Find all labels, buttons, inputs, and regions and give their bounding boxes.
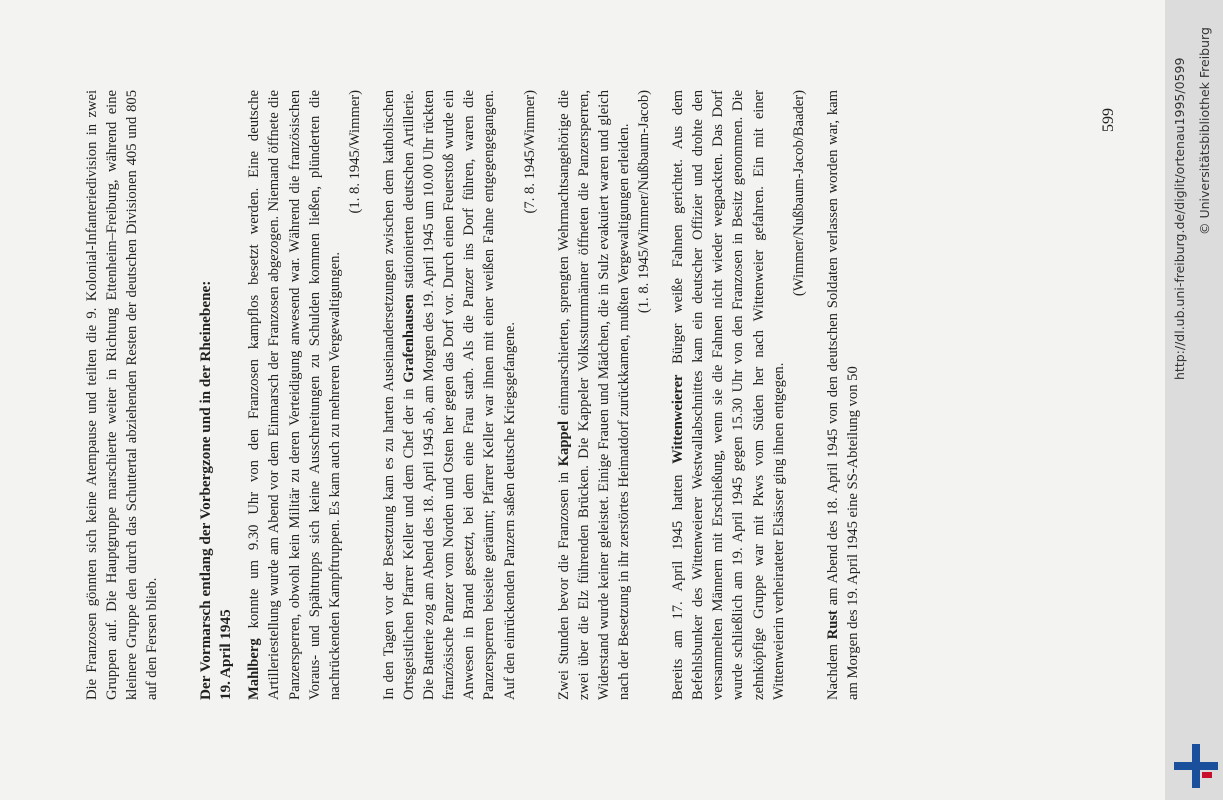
reference-grafenhausen: (7. 8. 1945/Wimmer) [521, 90, 538, 214]
section-heading-line1: Der Vormarsch entlang der Vorbergzone und in der Rheinebene: [197, 280, 215, 700]
reference-mahlberg: (1. 8. 1945/Wimmer) [346, 90, 363, 214]
section-heading [196, 90, 236, 700]
section-heading-line2: 19. April 1945 [217, 609, 235, 700]
paragraph-rust-text-b: am Abend des 18. April 1945 von den deutschen Soldaten verlassen worden war, kam am Morgen des 19. April 1945 eine SS-Abteilung von 50 [824, 90, 861, 700]
page-number: 599 [1100, 108, 1117, 132]
place-rust: Rust [824, 610, 841, 640]
paragraph-kappel-text-b: einmarschierten, sprengten Wehrmachtsangehörige die zwei über die Elz führenden Brücken. Die Kappeler Volkssturmmänner öffneten die Panzersperren, Widerstand wurde keiner geleistet. Einige Frauen und Mädchen, die in Sulz evakuiert waren und gleich nach der Besetzung in ihr zerstörtes Heimatdorf zurückkamen, mußten Vergewaltigungen erleiden. [555, 90, 632, 700]
paragraph-wittenweier-text-a: Bereits am 17. April 1945 hatten [670, 463, 687, 700]
place-grafenhausen: Grafenhausen [401, 294, 418, 383]
paragraph-rust-text-a: Nachdem [824, 639, 841, 700]
paragraph-grafenhausen-text-b: stationierten deutschen Artillerie. Die Batterie zog am Abend des 18. April 1945 ab, am Morgen des 19. April 1945 um 10.00 Uhr rückten französische Panzer vom Norden und Osten her gegen das Dorf vor. Durch einen Feuerstoß wurde ein Anwesen in Brand gesetzt, bei dem eine Frau starb. Als die Panzer ins Dorf führen, waren die Panzersperren beiseite geräumt; Pfarrer Keller war ihnen mit einer weißen Fahne entgegengegangen. Auf den einrückenden Panzern saßen deutsche Kriegsgefangene. [401, 90, 518, 700]
paragraph-wittenweier [668, 90, 789, 700]
paragraph-mahlberg-text: konnte um 9.30 Uhr von den Franzosen kampflos besetzt werden. Eine deutsche Artilleriestellung wurde am Abend vor dem Einmarsch der Franzosen abgezogen. Niemand öffnete die Panzersperren, obwohl kein Militär zu deren Verteidigung anwesend war. Während die französischen Voraus- und Spähtrupps sich keine Ausschreitungen zu Schulden kommen ließen, plünderten die nachrückenden Kampftruppen. Es kam auch zu mehreren Vergewaltigungen. [246, 90, 343, 700]
paragraph-kappel [554, 90, 634, 700]
source-url[interactable]: http://dl.ub.uni-freiburg.de/diglit/ortenau1995/0599 [1172, 57, 1187, 380]
paragraph-grafenhausen-text-a: In den Tagen vor der Besetzung kam es zu harten Auseinandersetzungen zwischen dem katholischen Ortsgeistlichen Pfarrer Keller und dem Chef der in [380, 90, 418, 700]
intro-paragraph: Die Franzosen gönnten sich keine Atempause und teilten die 9. Kolonial-Infanteriedivision in zwei Gruppen auf. Die Hauptgruppe marschierte weiter in Richtung Ettenheim–Freiburg, während eine kleinere Gruppe den durch das Schuttertal abziehenden Resten der deutschen Divisionen 405 und 805 auf den Fersen blieb. [84, 90, 161, 700]
ub-freiburg-logo-icon [1172, 742, 1220, 790]
paragraph-grafenhausen [379, 90, 520, 700]
place-wittenweier: Wittenweierer [670, 374, 687, 464]
reference-wittenweier: (Wimmer/Nußbaum-Jacob/Baader) [790, 90, 807, 297]
paragraph-wittenweier-text-b: Bürger weiße Fahnen gerichtet. Aus dem Befehlsbunker des Wittenweierer Westwallabschnittes kam ein deutscher Offizier und drohte den versammelten Männern mit Erschießung, wenn sie die Fahnen nicht wieder wegpackten. Das Dorf wurde schließlich am 19. April 1945 gegen 15.30 Uhr von den Franzosen in Besitz genommen. Die zehnköpfige Gruppe war mit Pkws vom Süden her nach Wittenweier gefahren. Ein mit einer Wittenweierin verheirateter Elsässer ging ihnen entgegen. [670, 90, 787, 700]
place-mahlberg: Mahlberg [246, 638, 263, 700]
paragraph-mahlberg [244, 90, 344, 700]
copyright-notice: © Universitätsbibliothek Freiburg [1197, 27, 1212, 235]
logo-bar-horizontal [1174, 762, 1218, 770]
reference-kappel: (1. 8. 1945/Wimmer/Nußbaum-Jacob) [636, 90, 653, 314]
rotated-text-block [82, 60, 1082, 740]
paragraph-kappel-text-a: Zwei Stunden bevor die Franzosen in [555, 466, 572, 700]
place-kappel: Kappel [555, 420, 572, 467]
paragraph-rust [823, 90, 863, 700]
logo-accent [1202, 772, 1212, 778]
